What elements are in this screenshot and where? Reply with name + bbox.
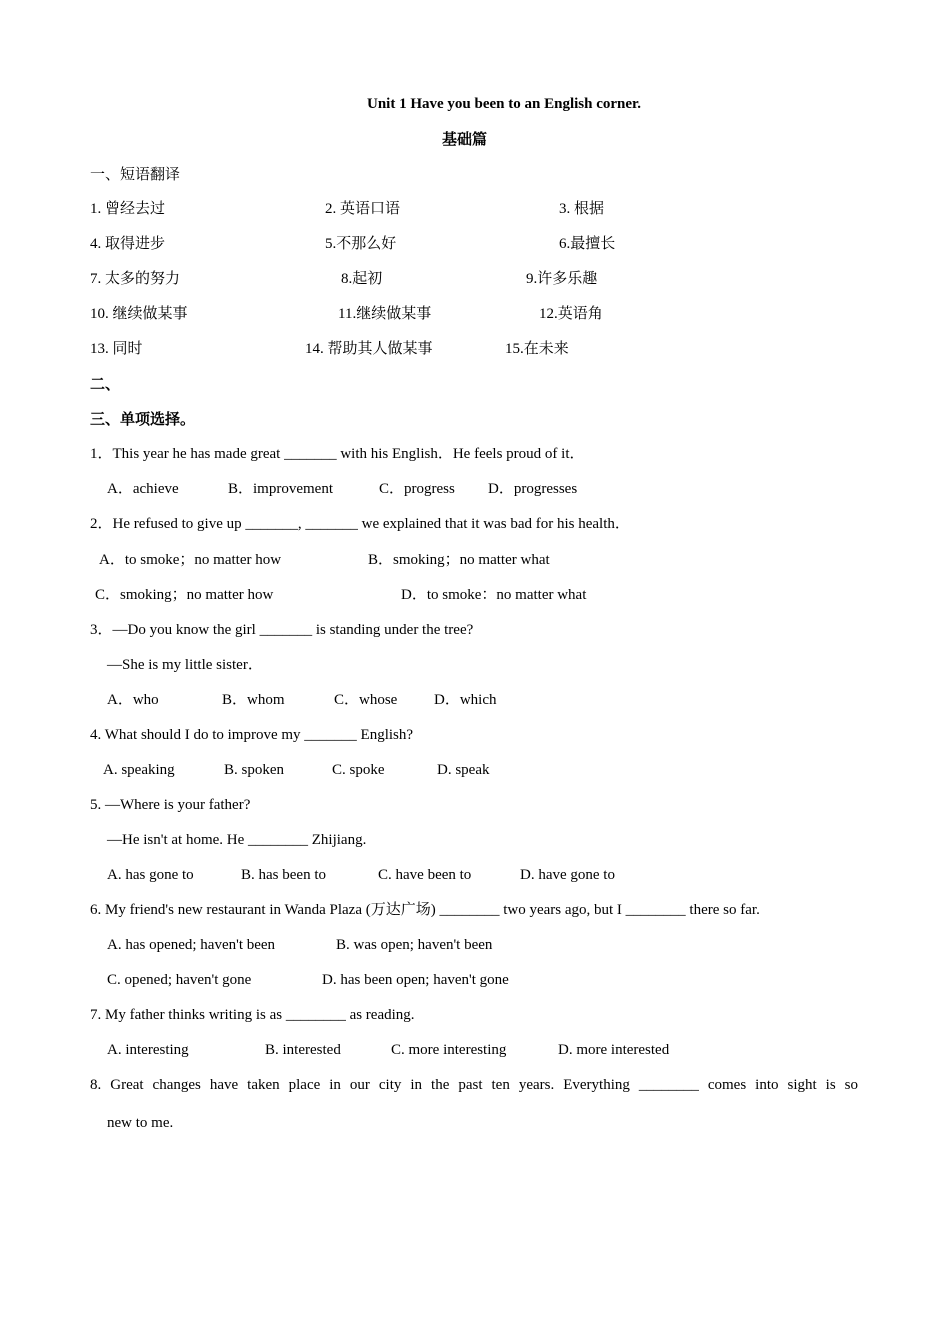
question-stem: 7. My father thinks writing is as ________ as reading. [90, 1007, 415, 1023]
phrase-item: 8.起初 [341, 271, 383, 287]
answer-option: A. interesting [107, 1042, 189, 1058]
answer-option: D. more interested [558, 1042, 670, 1058]
answer-option: C．progress [379, 481, 455, 497]
answer-option: C. opened; haven't gone [107, 972, 252, 988]
answer-option: A. speaking [103, 762, 175, 778]
answer-option: B. interested [265, 1042, 341, 1058]
phrase-item: 2. 英语口语 [325, 201, 401, 217]
question-stem: 5. —Where is your father? [90, 797, 251, 813]
answer-option: C. more interesting [391, 1042, 507, 1058]
phrase-item: 7. 太多的努力 [90, 271, 181, 287]
answer-option: C. spoke [332, 762, 385, 778]
answer-option: D. has been open; haven't gone [322, 972, 509, 988]
question-stem: 8. Great changes have taken place in our city in the past ten years. Everything ________ comes into sight is so [90, 1077, 858, 1093]
answer-option: B. spoken [224, 762, 284, 778]
phrase-item: 14. 帮助其人做某事 [305, 341, 433, 357]
question-reply: —He isn't at home. He ________ Zhijiang. [107, 832, 367, 848]
answer-option: B. has been to [241, 867, 326, 883]
phrase-item: 9.许多乐趣 [526, 271, 598, 287]
question-stem: 6. My friend's new restaurant in Wanda Plaza (万达广场) ________ two years ago, but I ________ there so far. [90, 902, 760, 918]
phrase-item: 13. 同时 [90, 341, 143, 357]
phrase-item: 3. 根据 [559, 201, 605, 217]
answer-option: B. was open; haven't been [336, 937, 493, 953]
answer-option: B．smoking；no matter what [368, 552, 550, 568]
answer-option: C．smoking；no matter how [95, 587, 274, 603]
phrase-item: 11.继续做某事 [338, 306, 432, 322]
phrase-item: 10. 继续做某事 [90, 306, 188, 322]
section-2-heading: 二、 [90, 375, 121, 393]
answer-option: D. have gone to [520, 867, 615, 883]
section-1-heading: 一、短语翻译 [90, 165, 181, 183]
page-title: Unit 1 Have you been to an English corner. [367, 96, 642, 112]
answer-option: D．which [434, 692, 497, 708]
phrase-item: 6.最擅长 [559, 236, 616, 252]
answer-option: B．improvement [228, 481, 333, 497]
answer-option: C. have been to [378, 867, 472, 883]
question-stem-continuation: new to me. [107, 1115, 174, 1131]
question-stem: 3．—Do you know the girl _______ is standing under the tree? [90, 622, 474, 638]
answer-option: A．to smoke；no matter how [99, 552, 282, 568]
phrase-item: 4. 取得进步 [90, 236, 166, 252]
question-reply: —She is my little sister． [107, 657, 263, 673]
answer-option: D．progresses [488, 481, 578, 497]
answer-option: A. has opened; haven't been [107, 937, 276, 953]
page-subtitle: 基础篇 [442, 130, 488, 148]
answer-option: A．who [107, 692, 159, 708]
answer-option: C．whose [334, 692, 398, 708]
phrase-item: 12.英语角 [539, 306, 603, 322]
answer-option: B．whom [222, 692, 285, 708]
question-stem: 4. What should I do to improve my _______ English? [90, 727, 414, 743]
section-3-heading: 三、单项选择。 [90, 410, 196, 428]
phrase-item: 5.不那么好 [325, 236, 397, 252]
phrase-item: 1. 曾经去过 [90, 201, 166, 217]
answer-option: D. speak [437, 762, 490, 778]
answer-option: A．achieve [107, 481, 179, 497]
question-stem: 1．This year he has made great _______ with his English．He feels proud of it． [90, 446, 585, 462]
phrase-item: 15.在未来 [505, 341, 569, 357]
question-stem: 2．He refused to give up _______, _______ we explained that it was bad for his health． [90, 516, 630, 532]
answer-option: D．to smoke：no matter what [401, 587, 587, 603]
answer-option: A. has gone to [107, 867, 194, 883]
